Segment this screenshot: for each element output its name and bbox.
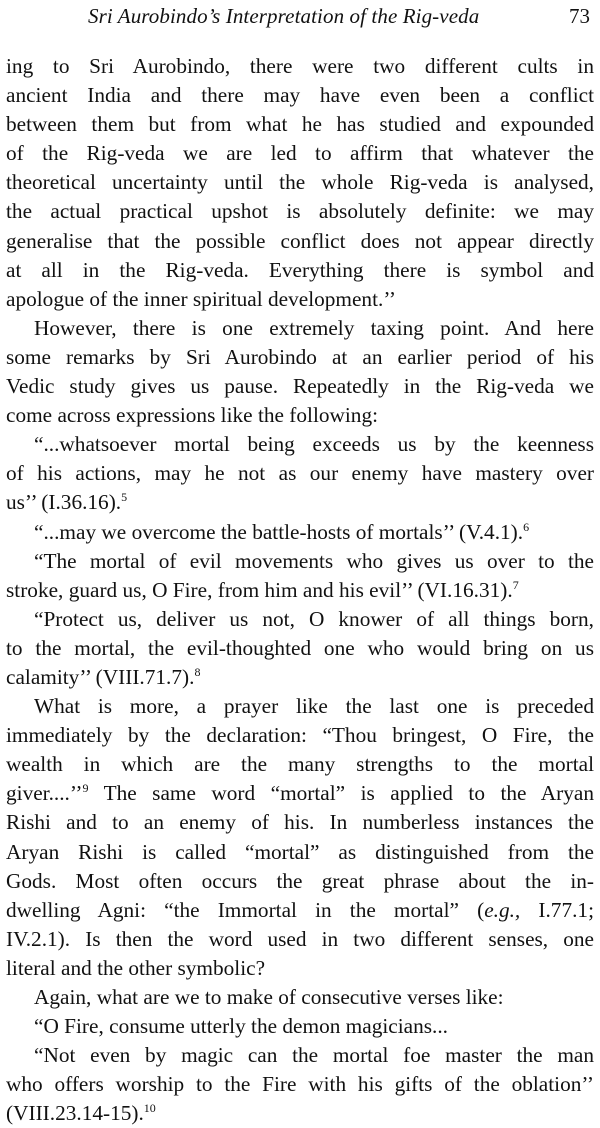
text-segment: I.77.1;	[520, 897, 594, 922]
text-line: immediately by the declaration: “Thou bringest, O Fire, the	[6, 723, 594, 748]
text-line: “Protect us, deliver us not, O knower of all things born,	[34, 606, 594, 631]
text-line: apologue of the inner spiritual development.’’	[6, 286, 396, 311]
text-line: at all in the Rig-veda. Everything there is symbol and	[6, 257, 594, 282]
text-line: Again, what are we to make of consecutive verses like:	[34, 985, 504, 1009]
footnote-marker: 9	[82, 781, 89, 796]
text-line: some remarks by Sri Aurobindo at an earlier period of his	[6, 344, 594, 369]
text-segment: us’’ (I.36.16).	[6, 490, 122, 515]
text-line: wealth in which are the many strengths to the mortal	[6, 752, 594, 777]
text-line: “O Fire, consume utterly the demon magicians...	[34, 1014, 448, 1039]
text-line	[6, 576, 594, 605]
text-line: IV.2.1). Is then the word used in two different senses, one	[6, 926, 594, 951]
text-line: “Not even by magic can the mortal foe master the man	[34, 1043, 594, 1068]
text-line: to the mortal, the evil-thoughted one who would bring on us	[6, 635, 594, 660]
footnote-marker: 7	[512, 577, 519, 592]
text-line: What is more, a prayer like the last one is preceded	[34, 694, 594, 719]
page-header	[0, 2, 600, 32]
text-line: Rishi and to an enemy of his. In numberless instances the	[6, 810, 594, 835]
text-line: between them but from what he has studied and expounded	[6, 112, 594, 137]
body-text	[6, 52, 594, 1128]
text-line	[6, 1099, 594, 1128]
text-line	[6, 488, 594, 517]
text-line: Gods. Most often occurs the great phrase about the in-	[6, 868, 594, 893]
running-title: Sri Aurobindo’s Interpretation of the Rig-veda	[88, 4, 480, 28]
text-segment: dwelling Agni: “the Immortal in the mortal” (	[6, 897, 485, 922]
footnote-marker: 5	[121, 490, 128, 505]
text-line: “...whatsoever mortal being exceeds us by the keenness	[34, 432, 594, 457]
text-line: generalise that the possible conflict does not appear directly	[6, 228, 594, 253]
text-line: come across expressions like the following:	[6, 403, 379, 428]
text-line: ancient India and there may have even been a conflict	[6, 83, 594, 108]
text-segment: The same word “mortal” is applied to the Aryan	[88, 781, 594, 806]
text-line	[6, 663, 594, 692]
page-number: 73	[569, 4, 590, 28]
text-line: “The mortal of evil movements who gives us over to the	[34, 548, 594, 573]
text-line: However, there is one extremely taxing point. And here	[34, 315, 594, 340]
text-segment: “...may we overcome the battle-hosts of mortals’’ (V.4.1).	[34, 519, 524, 544]
footnote-marker: 6	[523, 519, 530, 534]
italic-abbreviation: e.g.,	[484, 897, 521, 922]
text-line: Vedic study gives us pause. Repeatedly in the Rig-veda we	[6, 374, 594, 399]
text-segment: giver....’’	[6, 781, 83, 806]
text-segment: calamity’’ (VIII.71.7).	[6, 664, 195, 689]
text-line: ing to Sri Aurobindo, there were two different cults in	[6, 54, 594, 78]
text-segment: stroke, guard us, O Fire, from him and his evil’’ (VI.16.31).	[6, 577, 513, 602]
footnote-marker: 8	[194, 664, 201, 679]
text-line: Aryan Rishi is called “mortal” as distinguished from the	[6, 839, 594, 864]
text-line: who offers worship to the Fire with his gifts of the oblation’’	[6, 1072, 594, 1097]
text-line: of the Rig-veda we are led to affirm that whatever the	[6, 141, 594, 166]
text-line: of his actions, may he not as our enemy have mastery over	[6, 461, 594, 486]
text-line	[6, 896, 594, 925]
text-line: the actual practical upshot is absolutely definite: we may	[6, 199, 594, 224]
text-line: theoretical uncertainty until the whole Rig-veda is analysed,	[6, 170, 594, 195]
text-line: literal and the other symbolic?	[6, 955, 266, 980]
text-line	[6, 518, 594, 547]
text-segment: (VIII.23.14-15).	[6, 1101, 144, 1126]
text-line	[6, 779, 594, 808]
footnote-marker: 10	[143, 1101, 156, 1116]
